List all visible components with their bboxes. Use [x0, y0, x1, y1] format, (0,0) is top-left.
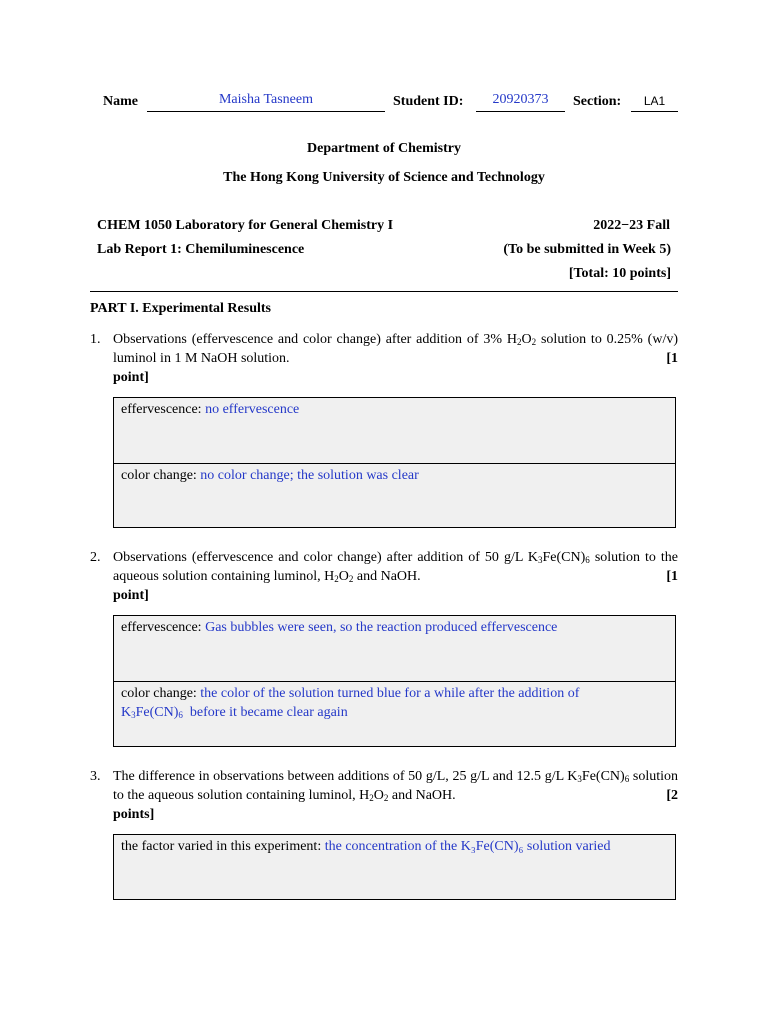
name-value: Maisha Tasneem	[218, 92, 313, 107]
part-heading: PART I. Experimental Results	[90, 301, 271, 316]
answer-value-cont: $K_3Fe(CN)_6$ before it became clear again	[121, 705, 348, 720]
answer-value: no color change; the solution was clear	[200, 468, 419, 483]
student-id-label: Student ID:	[393, 94, 464, 109]
answer-cell[interactable]	[114, 616, 675, 681]
answer-value: the concentration of the K₃Fe(CN)₆ solution varied	[324, 839, 611, 854]
question-2	[90, 548, 678, 605]
answer-cell[interactable]	[114, 835, 675, 899]
question-points-cont: point]	[113, 588, 149, 603]
answer-label: color change:	[121, 686, 197, 701]
answer-box-1	[113, 397, 676, 528]
question-1	[90, 330, 678, 387]
report-title: Lab Report 1: Chemiluminescence	[97, 242, 305, 257]
student-id-field[interactable]	[476, 92, 565, 112]
question-points-cont: point]	[113, 370, 149, 385]
question-text: Observations (effervescence and color change) after addition of 50 g/L $K_3Fe(CN)_6$ solution to the aqueous solution containing luminol, $H_2O_2$ and NaOH. [1 point]	[113, 550, 678, 603]
university-title: The Hong Kong University of Science and Technology	[223, 170, 545, 185]
course-code: CHEM 1050 Laboratory for General Chemistry I	[97, 218, 394, 233]
due-note: (To be submitted in Week 5)	[503, 242, 671, 257]
answer-cell[interactable]	[114, 463, 675, 527]
question-points: [1	[666, 351, 678, 366]
course-term: 2022−23 Fall	[593, 218, 670, 233]
answer-label: the factor varied in this experiment:	[121, 839, 322, 854]
divider	[90, 291, 678, 292]
answer-value: the color of the solution turned blue for a while after the addition of	[200, 686, 580, 701]
answer-cell[interactable]	[114, 398, 675, 463]
question-text: The difference in observations between additions of 50 g/L, 25 g/L and 12.5 g/L $K_3Fe(CN)_6$ solution to the aqueous solution containing luminol, $H_2O_2$ and NaOH. [2 points]	[113, 769, 678, 822]
answer-value: Gas bubbles were seen, so the reaction produced effervescence	[205, 620, 558, 635]
name-label: Name	[103, 94, 138, 109]
student-id-value: 20920373	[492, 92, 549, 107]
name-field[interactable]	[147, 92, 385, 112]
answer-label: effervescence:	[121, 402, 202, 417]
answer-label: color change:	[121, 468, 197, 483]
answer-value: no effervescence	[205, 402, 300, 417]
answer-label: effervescence:	[121, 620, 202, 635]
question-text: Observations (effervescence and color change) after addition of 3% $H_2O_2$ solution to 0.25% (w/v) luminol in 1 M NaOH solution. [1 point]	[113, 332, 678, 385]
department-title: Department of Chemistry	[307, 141, 461, 156]
answer-box-2	[113, 615, 676, 747]
section-value: LA1	[643, 94, 666, 108]
answer-cell[interactable]	[114, 681, 675, 746]
question-points: [2	[666, 788, 678, 803]
question-number: 3.	[90, 769, 101, 784]
question-points-cont: points]	[113, 807, 155, 822]
total-points: [Total: 10 points]	[568, 266, 671, 281]
question-points: [1	[666, 569, 678, 584]
question-3	[90, 767, 678, 824]
section-field[interactable]	[631, 92, 678, 112]
question-number: 1.	[90, 332, 101, 347]
question-number: 2.	[90, 550, 101, 565]
answer-box-3	[113, 834, 676, 900]
section-label: Section:	[573, 94, 622, 109]
